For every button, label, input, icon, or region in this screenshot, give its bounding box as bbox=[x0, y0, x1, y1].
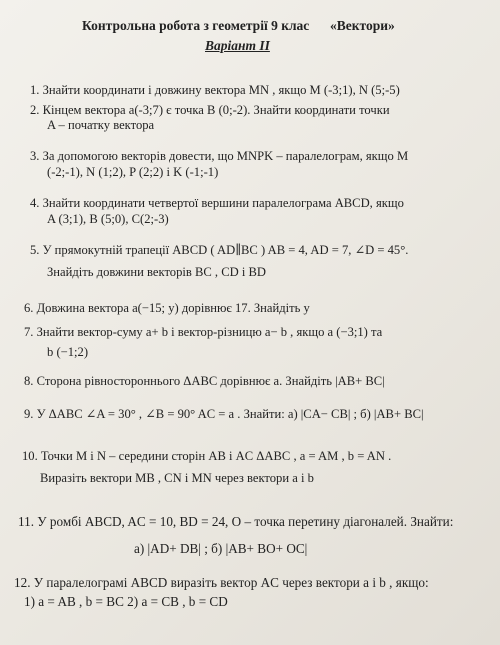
task-10-line-1: 10. Точки M і N – середини сторін AB і AC ΔABC , a = AM , b = AN . bbox=[22, 449, 392, 463]
task-3-line-2: (-2;-1), N (1;2), P (2;2) і K (-1;-1) bbox=[47, 165, 219, 179]
task-8-line-1: 8. Сторона рівностороннього ΔABC дорівнює a. Знайдіть |AB+ BC| bbox=[24, 374, 385, 388]
task-12-line-2: 1) a = AB , b = BC 2) a = CB , b = CD bbox=[24, 594, 228, 609]
worksheet-variant: Варіант ІІ bbox=[205, 38, 270, 53]
worksheet-topic: «Вектори» bbox=[330, 18, 395, 33]
task-10-line-2: Виразіть вектори MB , CN і MN через вектори a і b bbox=[40, 471, 314, 485]
task-1-line-1: 1. Знайти координати і довжину вектора MN , якщо M (-3;1), N (5;-5) bbox=[30, 83, 400, 97]
worksheet-title: Контрольна робота з геометрії 9 клас bbox=[82, 18, 310, 33]
task-12-line-1: 12. У паралелограмі ABCD виразіть вектор AC через вектори a і b , якщо: bbox=[14, 575, 429, 590]
task-7-line-1: 7. Знайти вектор-суму a+ b і вектор-різницю a− b , якщо a (−3;1) та bbox=[24, 325, 383, 339]
task-11-line-1: 11. У ромбі ABCD, AC = 10, BD = 24, O – точка перетину діагоналей. Знайти: bbox=[18, 514, 454, 529]
task-3-line-1: 3. За допомогою векторів довести, що MNPK – паралелограм, якщо M bbox=[30, 149, 409, 163]
task-9-line-1: 9. У ΔABC ∠A = 30° , ∠B = 90° AC = a . Знайти: а) |CA− CB| ; б) |AB+ BC| bbox=[24, 407, 424, 421]
task-4-line-1: 4. Знайти координати четвертої вершини паралелограма ABCD, якщо bbox=[30, 196, 404, 210]
task-6-line-1: 6. Довжина вектора a(−15; y) дорівнює 17. Знайдіть y bbox=[24, 301, 310, 315]
task-2-line-1: 2. Кінцем вектора a(-3;7) є точка B (0;-2). Знайти координати точки bbox=[30, 103, 390, 117]
task-5-line-1: 5. У прямокутній трапеції ABCD ( AD∥BC ) AB = 4, AD = 7, ∠D = 45°. bbox=[30, 243, 409, 257]
task-4-line-2: A (3;1), B (5;0), C(2;-3) bbox=[47, 212, 169, 226]
task-7-line-2: b (−1;2) bbox=[47, 345, 89, 359]
task-5-line-2: Знайдіть довжини векторів BC , CD і BD bbox=[47, 265, 267, 279]
task-2-line-2: A – початку вектора bbox=[47, 118, 155, 132]
task-11-line-2: а) |AD+ DB| ; б) |AB+ BO+ OC| bbox=[134, 541, 308, 556]
